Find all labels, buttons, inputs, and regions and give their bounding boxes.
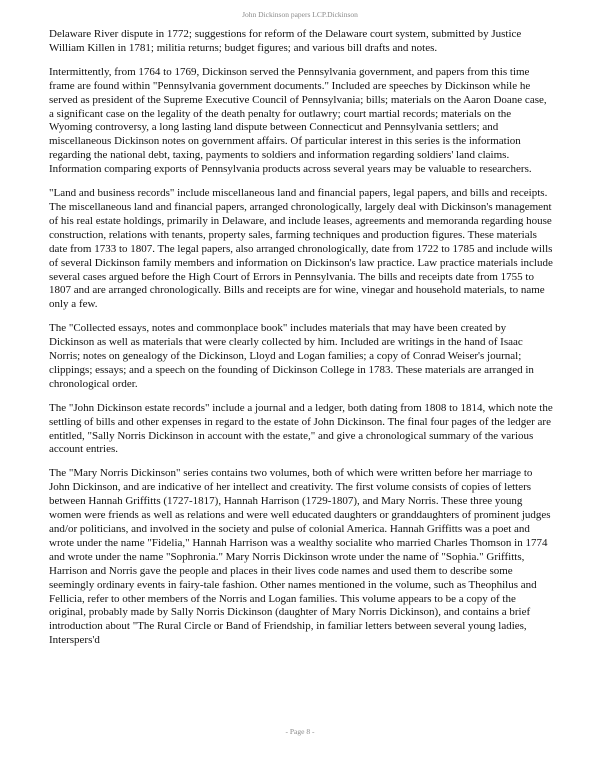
document-body xyxy=(49,28,554,658)
page-header: John Dickinson papers LCP.Dickinson xyxy=(242,10,358,19)
paragraph-mary-norris-dickinson: The "Mary Norris Dickinson" series contains two volumes, both of which were written before her marriage to John Dickinson, and are indicative of her intellect and creativity. The first volume consists of copies of letters between Hannah Griffitts (1727-1817), Hannah Harrison (1729-1807), and Mary Norris. These three young women were friends as well as relations and were well educated daughters or granddaughters of prominent judges and/or politicians, and involved in the society and pulse of colonial America. Hannah Griffitts was a poet and wrote under the name "Fidelia," Hannah Harrison was a wealthy socialite who married Charles Thomson in 1774 and wrote under the name "Sophronia." Mary Norris Dickinson wrote under the name of "Sophia." Griffitts, Harrison and Norris gave the people and places in their lives code names and used them to describe some seemingly ordinary events in fairy-tale fashion. Other names mentioned in the volume, such as Theophilus and Fellicia, refer to other members of the Norris and Logan families. This volume appears to be a copy of the original, probably made by Sally Norris Dickinson (daughter of Mary Norris Dickinson), and contains a brief introduction about "The Rural Circle or Band of Friendship, in familiar letters between several young ladies, Interspers'd xyxy=(49,467,551,647)
paragraph-collected-essays: The "Collected essays, notes and commonplace book" includes materials that may have been created by Dickinson as well as materials that were clearly collected by him. Included are writings in the hand of Isaac Norris; notes on genealogy of the Dickinson, Lloyd and Logan families; a copy of Conrad Weiser's journal; clippings; essays; and a speech on the founding of Dickinson College in 1783. These materials are arranged in chronological order. xyxy=(49,322,534,390)
page-number: - Page 8 - xyxy=(285,727,315,736)
paragraph-pennsylvania-government: Intermittently, from 1764 to 1769, Dickinson served the Pennsylvania government, and papers from this time frame are found within "Pennsylvania government documents." Included are speeches by Dickinson while he served as president of the Supreme Executive Council of Pennsylvania; bills; materials on the Aaron Doane case, a significant case on the legality of the death penalty for outlawry; court martial records; materials on the Wyoming controversy, a long lasting land dispute between Connecticut and Pennsylvania settlers; and miscellaneous Dickinson notes on government affairs. Of particular interest in this series is the information regarding the national debt, taxing, payments to soldiers and information regarding soldiers' land claims. Information comparing exports of Pennsylvania products across several years may be valuable to researchers. xyxy=(49,65,547,176)
paragraph-estate-records: The "John Dickinson estate records" include a journal and a ledger, both dating from 1808 to 1814, which note the settling of bills and other expenses in regard to the estate of John Dickinson. The final four pages of the ledger are entitled, "Sally Norris Dickinson in account with the estate," and give a chronological summary of the various account entries. xyxy=(49,401,553,456)
paragraph-land-business-records: "Land and business records" include miscellaneous land and financial papers, legal papers, and bills and receipts. The miscellaneous land and financial papers, arranged chronologically, largely deal with Dickinson's management of his real estate holdings, primarily in Delaware, and include leases, agreements and memoranda regarding house construction, relations with tenants, property sales, farming techniques and production figures. These materials date from 1733 to 1807. The legal papers, also arranged chronologically, date from 1722 to 1785 and include wills of several Dickinson family members and information on Dickinson's law practice. Law practice materials include several cases argued before the High Court of Errors in Pennsylvania. The bills and receipts date from 1755 to 1807 and are arranged chronologically. Bills and receipts are for wine, vinegar and household materials, to name only a few. xyxy=(49,187,553,311)
paragraph-delaware-dispute: Delaware River dispute in 1772; suggestions for reform of the Delaware court system, submitted by Justice William Killen in 1781; militia returns; budget figures; and various bill drafts and notes. xyxy=(49,28,522,54)
